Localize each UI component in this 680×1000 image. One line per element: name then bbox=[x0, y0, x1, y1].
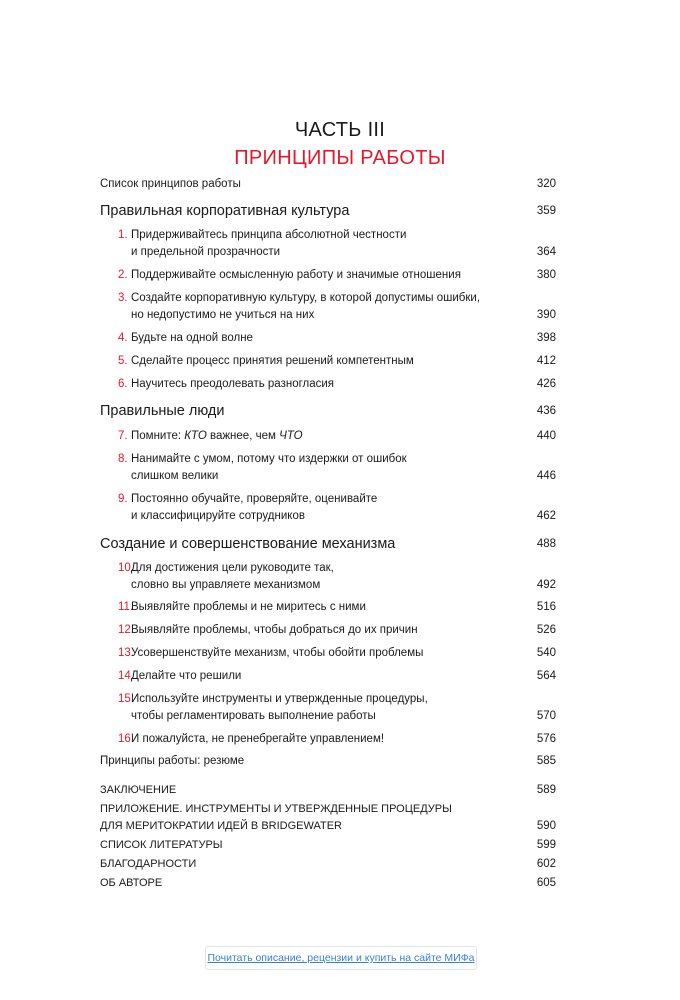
toc-label-line2: слишком велики bbox=[131, 470, 219, 482]
toc-label-line1: Создайте корпоративную культуру, в которой допустимы ошибки, bbox=[131, 292, 481, 304]
toc-page: 599 bbox=[536, 839, 556, 851]
toc-section-culture[interactable] bbox=[100, 203, 556, 220]
toc-label: Создание и совершенствование механизма bbox=[100, 536, 396, 552]
toc-label-line2: и предельной прозрачности bbox=[131, 246, 281, 258]
toc-label-line2: ДЛЯ МЕРИТОКРАТИИ ИДЕЙ В BRIDGEWATER bbox=[100, 820, 342, 832]
toc-entry-appendix[interactable] bbox=[100, 801, 556, 835]
toc-label-line1: Нанимайте с умом, потому что издержки от ошибок bbox=[131, 453, 407, 465]
toc-page: 446 bbox=[536, 470, 556, 482]
toc-page: 320 bbox=[536, 178, 556, 190]
toc-page: 590 bbox=[536, 820, 556, 832]
toc-entry-9[interactable] bbox=[118, 491, 556, 525]
toc-label: Усовершенствуйте механизм, чтобы обойти проблемы bbox=[131, 647, 424, 659]
toc-entry-6[interactable] bbox=[118, 376, 556, 393]
toc-page: 462 bbox=[536, 510, 556, 522]
toc-entry-10[interactable] bbox=[118, 560, 556, 594]
toc-page: 570 bbox=[536, 710, 556, 722]
toc-label: СПИСОК ЛИТЕРАТУРЫ bbox=[100, 839, 223, 851]
toc-number: 13. bbox=[118, 647, 134, 659]
toc-page: 488 bbox=[536, 538, 556, 550]
toc-entry-8[interactable] bbox=[118, 451, 556, 485]
toc-page: 390 bbox=[536, 309, 556, 321]
toc-label: Научитесь преодолевать разногласия bbox=[131, 378, 335, 390]
toc-entry-15[interactable] bbox=[118, 691, 556, 725]
toc-entry-12[interactable] bbox=[118, 622, 556, 639]
toc-number: 11. bbox=[118, 601, 134, 613]
toc-page: 364 bbox=[536, 246, 556, 258]
toc-number: 6. bbox=[118, 378, 128, 390]
toc-entry-1[interactable] bbox=[118, 227, 556, 261]
toc-label: Выявляйте проблемы и не миритесь с ними bbox=[131, 601, 366, 613]
toc-entry-2[interactable] bbox=[118, 267, 556, 284]
toc-label: Правильная корпоративная культура bbox=[100, 203, 350, 219]
part-title: ПРИНЦИПЫ РАБОТЫ bbox=[234, 147, 446, 169]
toc-label: Сделайте процесс принятия решений компетентным bbox=[131, 355, 414, 367]
toc-number: 16. bbox=[118, 733, 134, 745]
toc-page: 576 bbox=[536, 733, 556, 745]
toc-entry-3[interactable] bbox=[118, 290, 556, 324]
mif-store-link[interactable]: Почитать описание, рецензии и купить на сайте МИФа bbox=[205, 946, 477, 970]
toc-page: 564 bbox=[536, 670, 556, 682]
toc-entry-13[interactable] bbox=[118, 645, 556, 662]
toc-number: 7. bbox=[118, 430, 128, 442]
toc-label-line1: ПРИЛОЖЕНИЕ. ИНСТРУМЕНТЫ И УТВЕРЖДЕННЫЕ ПРОЦЕДУРЫ bbox=[100, 803, 452, 815]
toc-entry-4[interactable] bbox=[118, 330, 556, 347]
toc-page: 440 bbox=[536, 430, 556, 442]
toc-entry-author[interactable] bbox=[100, 875, 556, 892]
toc-page: 380 bbox=[536, 269, 556, 281]
toc-label-line1: Используйте инструменты и утвержденные процедуры, bbox=[131, 693, 428, 705]
toc-page: 605 bbox=[536, 877, 556, 889]
toc-label-line1: Придерживайтесь принципа абсолютной честности bbox=[131, 229, 407, 241]
toc-number: 15. bbox=[118, 693, 134, 705]
toc-label-italic-what: ЧТО bbox=[279, 430, 303, 442]
toc-page: 436 bbox=[536, 405, 556, 417]
toc-label-line2: чтобы регламентировать выполнение работы bbox=[131, 710, 376, 722]
toc-label: Делайте что решили bbox=[131, 670, 242, 682]
toc-page: 398 bbox=[536, 332, 556, 344]
toc-label: Будьте на одной волне bbox=[131, 332, 253, 344]
toc-page: 359 bbox=[536, 205, 556, 217]
toc-number: 12. bbox=[118, 624, 134, 636]
toc-label-line1: Для достижения цели руководите так, bbox=[131, 562, 334, 574]
toc-number: 5. bbox=[118, 355, 128, 367]
toc-page: 526 bbox=[536, 624, 556, 636]
toc-label-italic-who: КТО bbox=[184, 430, 207, 442]
toc-page: 412 bbox=[536, 355, 556, 367]
toc-label: Список принципов работы bbox=[100, 178, 241, 190]
toc-page: 492 bbox=[536, 579, 556, 591]
toc-label: ОБ АВТОРЕ bbox=[100, 877, 163, 889]
toc-number: 3. bbox=[118, 292, 128, 304]
toc-entry-5[interactable] bbox=[118, 353, 556, 370]
toc-entry-principles-list[interactable] bbox=[100, 176, 556, 193]
toc-label: БЛАГОДАРНОСТИ bbox=[100, 858, 197, 870]
toc-number: 8. bbox=[118, 453, 128, 465]
toc-entry-literature[interactable] bbox=[100, 837, 556, 854]
toc-page: 585 bbox=[536, 755, 556, 767]
toc-entry-summary[interactable] bbox=[100, 753, 556, 770]
toc-page: 540 bbox=[536, 647, 556, 659]
toc-label: ЗАКЛЮЧЕНИЕ bbox=[100, 784, 177, 796]
part-number: ЧАСТЬ III bbox=[294, 119, 386, 141]
toc-label: Поддерживайте осмысленную работу и значимые отношения bbox=[131, 269, 461, 281]
toc-entry-11[interactable] bbox=[118, 599, 556, 616]
toc-entry-thanks[interactable] bbox=[100, 856, 556, 873]
toc-page: 426 bbox=[536, 378, 556, 390]
toc-number: 1. bbox=[118, 229, 128, 241]
toc-label-line2: но недопустимо не учиться на них bbox=[131, 309, 315, 321]
toc-label-line2: словно вы управляете механизмом bbox=[131, 579, 321, 591]
toc-label-line2: и классифицируйте сотрудников bbox=[131, 510, 305, 522]
toc-page: 516 bbox=[536, 601, 556, 613]
toc-number: 10. bbox=[118, 562, 134, 574]
toc-page: 589 bbox=[536, 784, 556, 796]
toc-label bbox=[131, 428, 509, 445]
toc-section-people[interactable] bbox=[100, 403, 556, 420]
toc-page: 602 bbox=[536, 858, 556, 870]
toc-entry-14[interactable] bbox=[118, 668, 556, 685]
toc-number: 14. bbox=[118, 670, 134, 682]
toc-entry-7[interactable] bbox=[118, 428, 556, 445]
toc-label: Правильные люди bbox=[100, 403, 225, 419]
toc-label: Выявляйте проблемы, чтобы добраться до их причин bbox=[131, 624, 418, 636]
toc-label-part: важнее, чем bbox=[206, 430, 280, 442]
toc-section-machine[interactable] bbox=[100, 536, 556, 553]
toc-entry-conclusion[interactable] bbox=[100, 782, 556, 799]
toc-entry-16[interactable] bbox=[118, 731, 556, 748]
toc-label: И пожалуйста, не пренебрегайте управлением! bbox=[131, 733, 385, 745]
toc-label: Принципы работы: резюме bbox=[100, 755, 245, 767]
toc-label-line1: Постоянно обучайте, проверяйте, оценивайте bbox=[131, 493, 378, 505]
toc-number: 9. bbox=[118, 493, 128, 505]
toc-number: 4. bbox=[118, 332, 128, 344]
toc-number: 2. bbox=[118, 269, 128, 281]
toc-label-part: Помните: bbox=[131, 430, 185, 442]
